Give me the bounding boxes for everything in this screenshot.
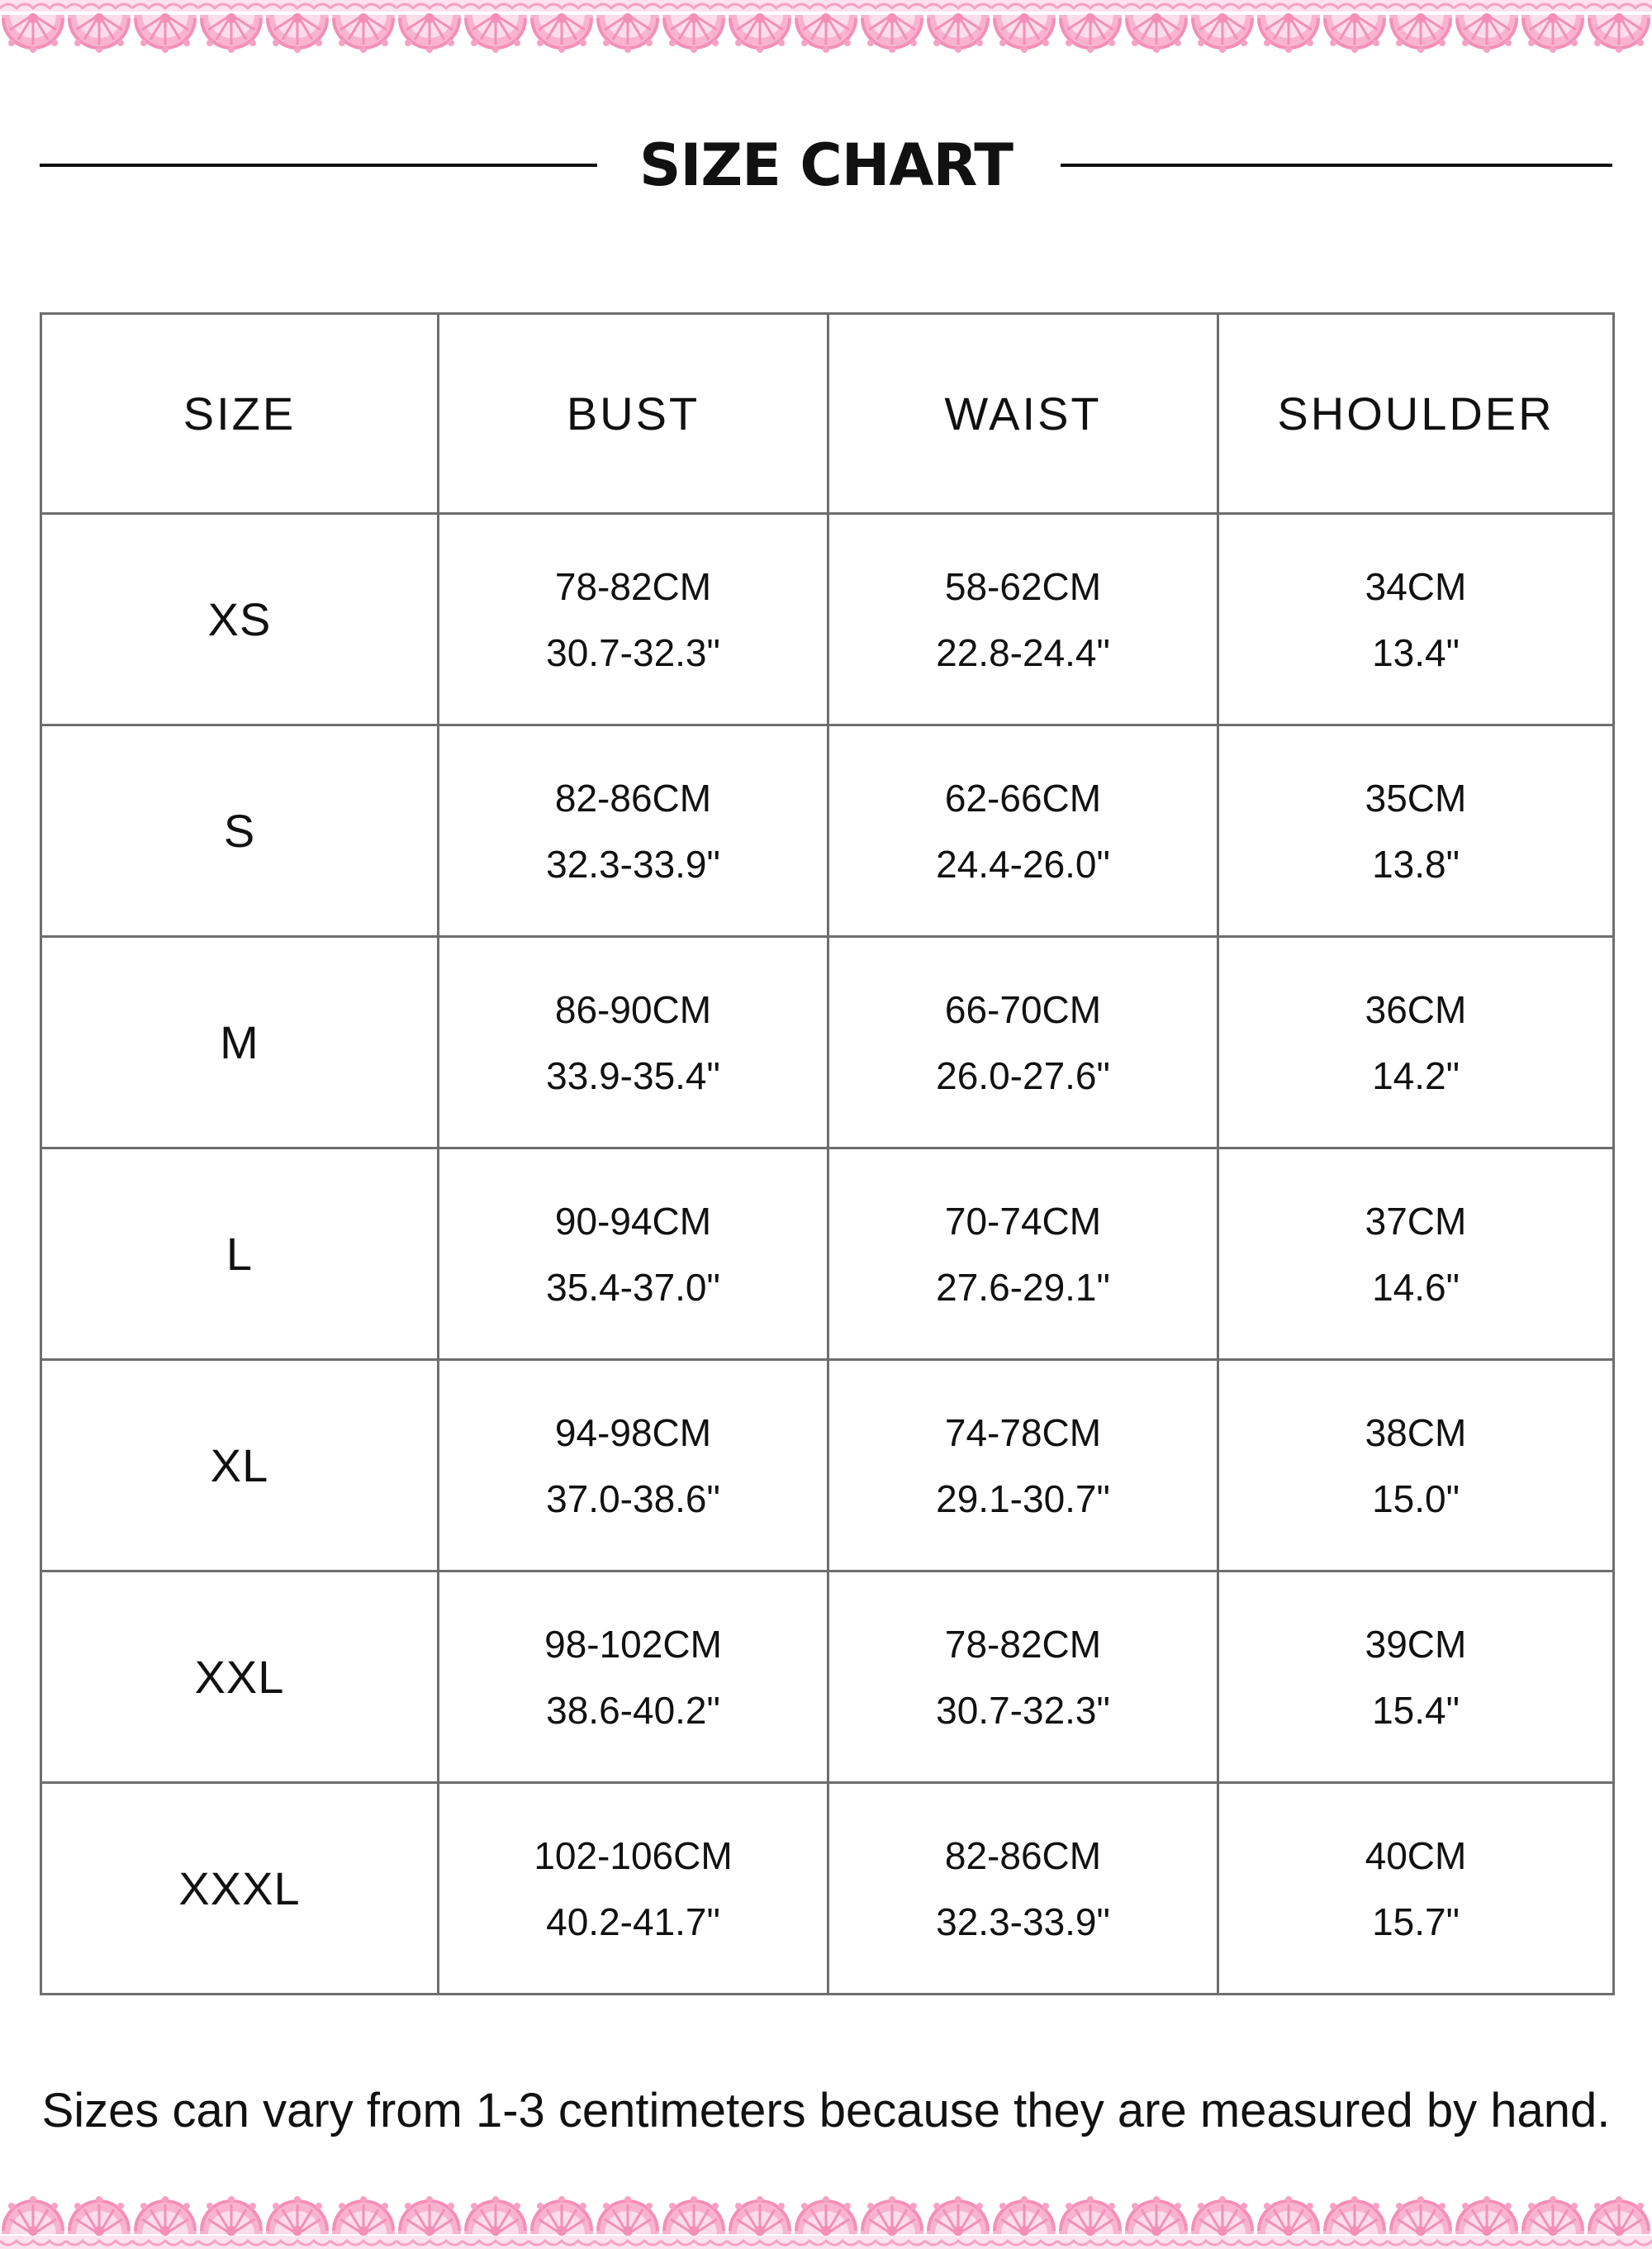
bust-cell bbox=[439, 937, 828, 1148]
shoulder-in: 14.6" bbox=[1372, 1265, 1460, 1309]
bust-cell bbox=[439, 1360, 828, 1571]
header-bust: BUST bbox=[439, 314, 828, 514]
lace-border-bottom bbox=[0, 2160, 1652, 2249]
bust-cell bbox=[439, 1148, 828, 1360]
header-size: SIZE bbox=[41, 314, 439, 514]
bust-in: 38.6-40.2" bbox=[546, 1688, 720, 1732]
lace-pattern-bottom bbox=[0, 2160, 1652, 2249]
shoulder-cm: 34CM bbox=[1365, 564, 1467, 608]
lace-border-top bbox=[0, 0, 1652, 86]
waist-cm: 70-74CM bbox=[944, 1199, 1102, 1243]
bust-in: 37.0-38.6" bbox=[546, 1476, 720, 1520]
waist-cm: 58-62CM bbox=[944, 564, 1102, 608]
shoulder-cell bbox=[1218, 937, 1614, 1148]
waist-cell bbox=[828, 1360, 1218, 1571]
bust-in: 30.7-32.3" bbox=[546, 630, 720, 674]
bust-in: 35.4-37.0" bbox=[546, 1265, 720, 1309]
size-cell: XL bbox=[41, 1360, 439, 1571]
size-chart-table bbox=[40, 312, 1615, 1995]
size-cell: S bbox=[41, 725, 439, 937]
waist-cm: 78-82CM bbox=[944, 1622, 1102, 1666]
table-row bbox=[41, 1360, 1614, 1571]
waist-cell bbox=[828, 514, 1218, 725]
shoulder-cm: 40CM bbox=[1365, 1833, 1467, 1877]
waist-cell bbox=[828, 725, 1218, 937]
shoulder-in: 15.0" bbox=[1372, 1476, 1460, 1520]
table-row bbox=[41, 725, 1614, 937]
bust-cell bbox=[439, 514, 828, 725]
bust-in: 33.9-35.4" bbox=[546, 1053, 720, 1097]
waist-in: 26.0-27.6" bbox=[936, 1053, 1110, 1097]
shoulder-in: 13.4" bbox=[1372, 630, 1460, 674]
shoulder-cm: 38CM bbox=[1365, 1410, 1467, 1454]
bust-in: 40.2-41.7" bbox=[546, 1900, 720, 1943]
waist-in: 32.3-33.9" bbox=[936, 1900, 1110, 1943]
waist-cell bbox=[828, 1783, 1218, 1995]
waist-cell bbox=[828, 1571, 1218, 1783]
header-waist: WAIST bbox=[828, 314, 1218, 514]
table-row bbox=[41, 1148, 1614, 1360]
table-row bbox=[41, 1783, 1614, 1995]
title-row bbox=[40, 124, 1612, 207]
bust-cm: 90-94CM bbox=[554, 1199, 712, 1243]
shoulder-cm: 39CM bbox=[1365, 1622, 1467, 1666]
shoulder-cell bbox=[1218, 514, 1614, 725]
waist-cm: 66-70CM bbox=[944, 987, 1102, 1031]
bust-cm: 94-98CM bbox=[554, 1410, 712, 1454]
size-cell: L bbox=[41, 1148, 439, 1360]
size-cell: XS bbox=[41, 514, 439, 725]
measurement-note: Sizes can vary from 1-3 centimeters because they are measured by hand. bbox=[41, 2084, 1611, 2137]
waist-cm: 62-66CM bbox=[944, 776, 1102, 820]
waist-in: 22.8-24.4" bbox=[936, 630, 1110, 674]
waist-cell bbox=[828, 1148, 1218, 1360]
waist-in: 29.1-30.7" bbox=[936, 1476, 1110, 1520]
waist-in: 27.6-29.1" bbox=[936, 1265, 1110, 1309]
bust-cm: 98-102CM bbox=[544, 1622, 722, 1666]
shoulder-cell bbox=[1218, 1360, 1614, 1571]
size-cell: XXL bbox=[41, 1571, 439, 1783]
bust-cell bbox=[439, 1783, 828, 1995]
bust-in: 32.3-33.9" bbox=[546, 842, 720, 886]
waist-cm: 74-78CM bbox=[944, 1410, 1102, 1454]
bust-cm: 102-106CM bbox=[534, 1833, 733, 1877]
shoulder-cm: 36CM bbox=[1365, 987, 1467, 1031]
table-header-row bbox=[41, 314, 1614, 514]
bust-cell bbox=[439, 1571, 828, 1783]
bust-cm: 78-82CM bbox=[554, 564, 712, 608]
waist-in: 30.7-32.3" bbox=[936, 1688, 1110, 1732]
bust-cell bbox=[439, 725, 828, 937]
shoulder-cm: 35CM bbox=[1365, 776, 1467, 820]
shoulder-cell bbox=[1218, 1148, 1614, 1360]
shoulder-cell bbox=[1218, 1571, 1614, 1783]
size-cell: XXXL bbox=[41, 1783, 439, 1995]
waist-cell bbox=[828, 937, 1218, 1148]
shoulder-in: 14.2" bbox=[1372, 1053, 1460, 1097]
shoulder-cell bbox=[1218, 1783, 1614, 1995]
page-title: SIZE CHART bbox=[638, 131, 1014, 199]
waist-in: 24.4-26.0" bbox=[936, 842, 1110, 886]
shoulder-cm: 37CM bbox=[1365, 1199, 1467, 1243]
lace-pattern-top bbox=[0, 0, 1652, 86]
table-row bbox=[41, 514, 1614, 725]
shoulder-in: 13.8" bbox=[1372, 842, 1460, 886]
bust-cm: 86-90CM bbox=[554, 987, 712, 1031]
shoulder-cell bbox=[1218, 725, 1614, 937]
shoulder-in: 15.7" bbox=[1372, 1900, 1460, 1943]
size-cell: M bbox=[41, 937, 439, 1148]
shoulder-in: 15.4" bbox=[1372, 1688, 1460, 1732]
table-row bbox=[41, 937, 1614, 1148]
header-shoulder: SHOULDER bbox=[1218, 314, 1614, 514]
bust-cm: 82-86CM bbox=[554, 776, 712, 820]
waist-cm: 82-86CM bbox=[944, 1833, 1102, 1877]
table-row bbox=[41, 1571, 1614, 1783]
title-rule-right bbox=[1061, 164, 1612, 167]
